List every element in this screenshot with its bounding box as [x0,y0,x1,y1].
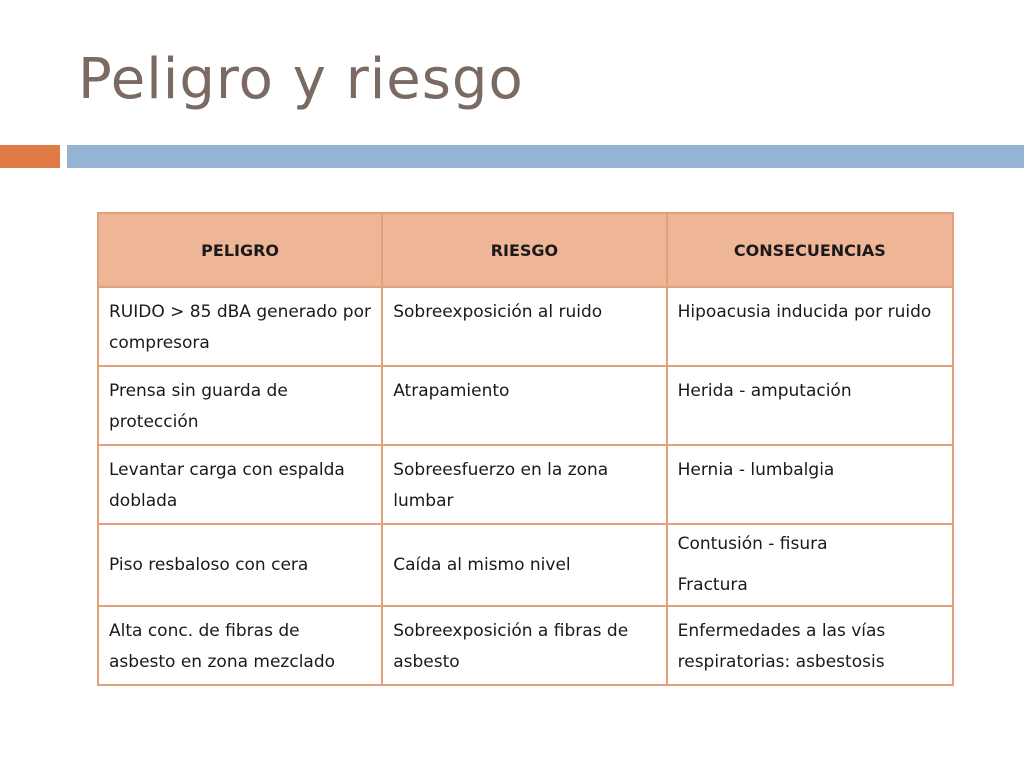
table-header-row [98,213,953,287]
cell-consecuencias [667,524,953,606]
cell-riesgo: Sobreexposición a fibras de asbesto [382,606,666,685]
slide-title: Peligro y riesgo [78,47,524,112]
cell-riesgo: Caída al mismo nivel [382,524,666,606]
consecuencia-text: Contusión - fisura [677,534,828,554]
header-peligro: PELIGRO [98,213,382,287]
cell-consecuencias [667,366,953,445]
table-row [98,606,953,685]
cell-consecuencias [667,287,953,366]
cell-peligro: Levantar carga con espalda doblada [98,445,382,524]
table-row [98,287,953,366]
consecuencia-text: Enfermedades a las vías respiratorias: asbestosis [677,621,886,672]
table-row [98,366,953,445]
table-row [98,445,953,524]
consecuencia-text: Herida - amputación [677,381,852,401]
cell-peligro: RUIDO > 85 dBA generado por compresora [98,287,382,366]
cell-consecuencias [667,606,953,685]
consecuencia-text: Hernia - lumbalgia [677,460,835,480]
consecuencia-text: Fractura [677,575,748,595]
header-consecuencias: CONSECUENCIAS [667,213,953,287]
cell-peligro: Prensa sin guarda de protección [98,366,382,445]
hazard-table [97,212,954,686]
cell-peligro: Alta conc. de fibras de asbesto en zona mezclado [98,606,382,685]
cell-riesgo: Sobreesfuerzo en la zona lumbar [382,445,666,524]
table-row [98,524,953,606]
header-riesgo: RIESGO [382,213,666,287]
cell-riesgo: Sobreexposición al ruido [382,287,666,366]
accent-bar-blue [67,145,1024,168]
cell-peligro: Piso resbaloso con cera [98,524,382,606]
cell-riesgo: Atrapamiento [382,366,666,445]
consecuencia-text: Hipoacusia inducida por ruido [677,302,932,322]
cell-consecuencias [667,445,953,524]
accent-bar-orange [0,145,60,168]
